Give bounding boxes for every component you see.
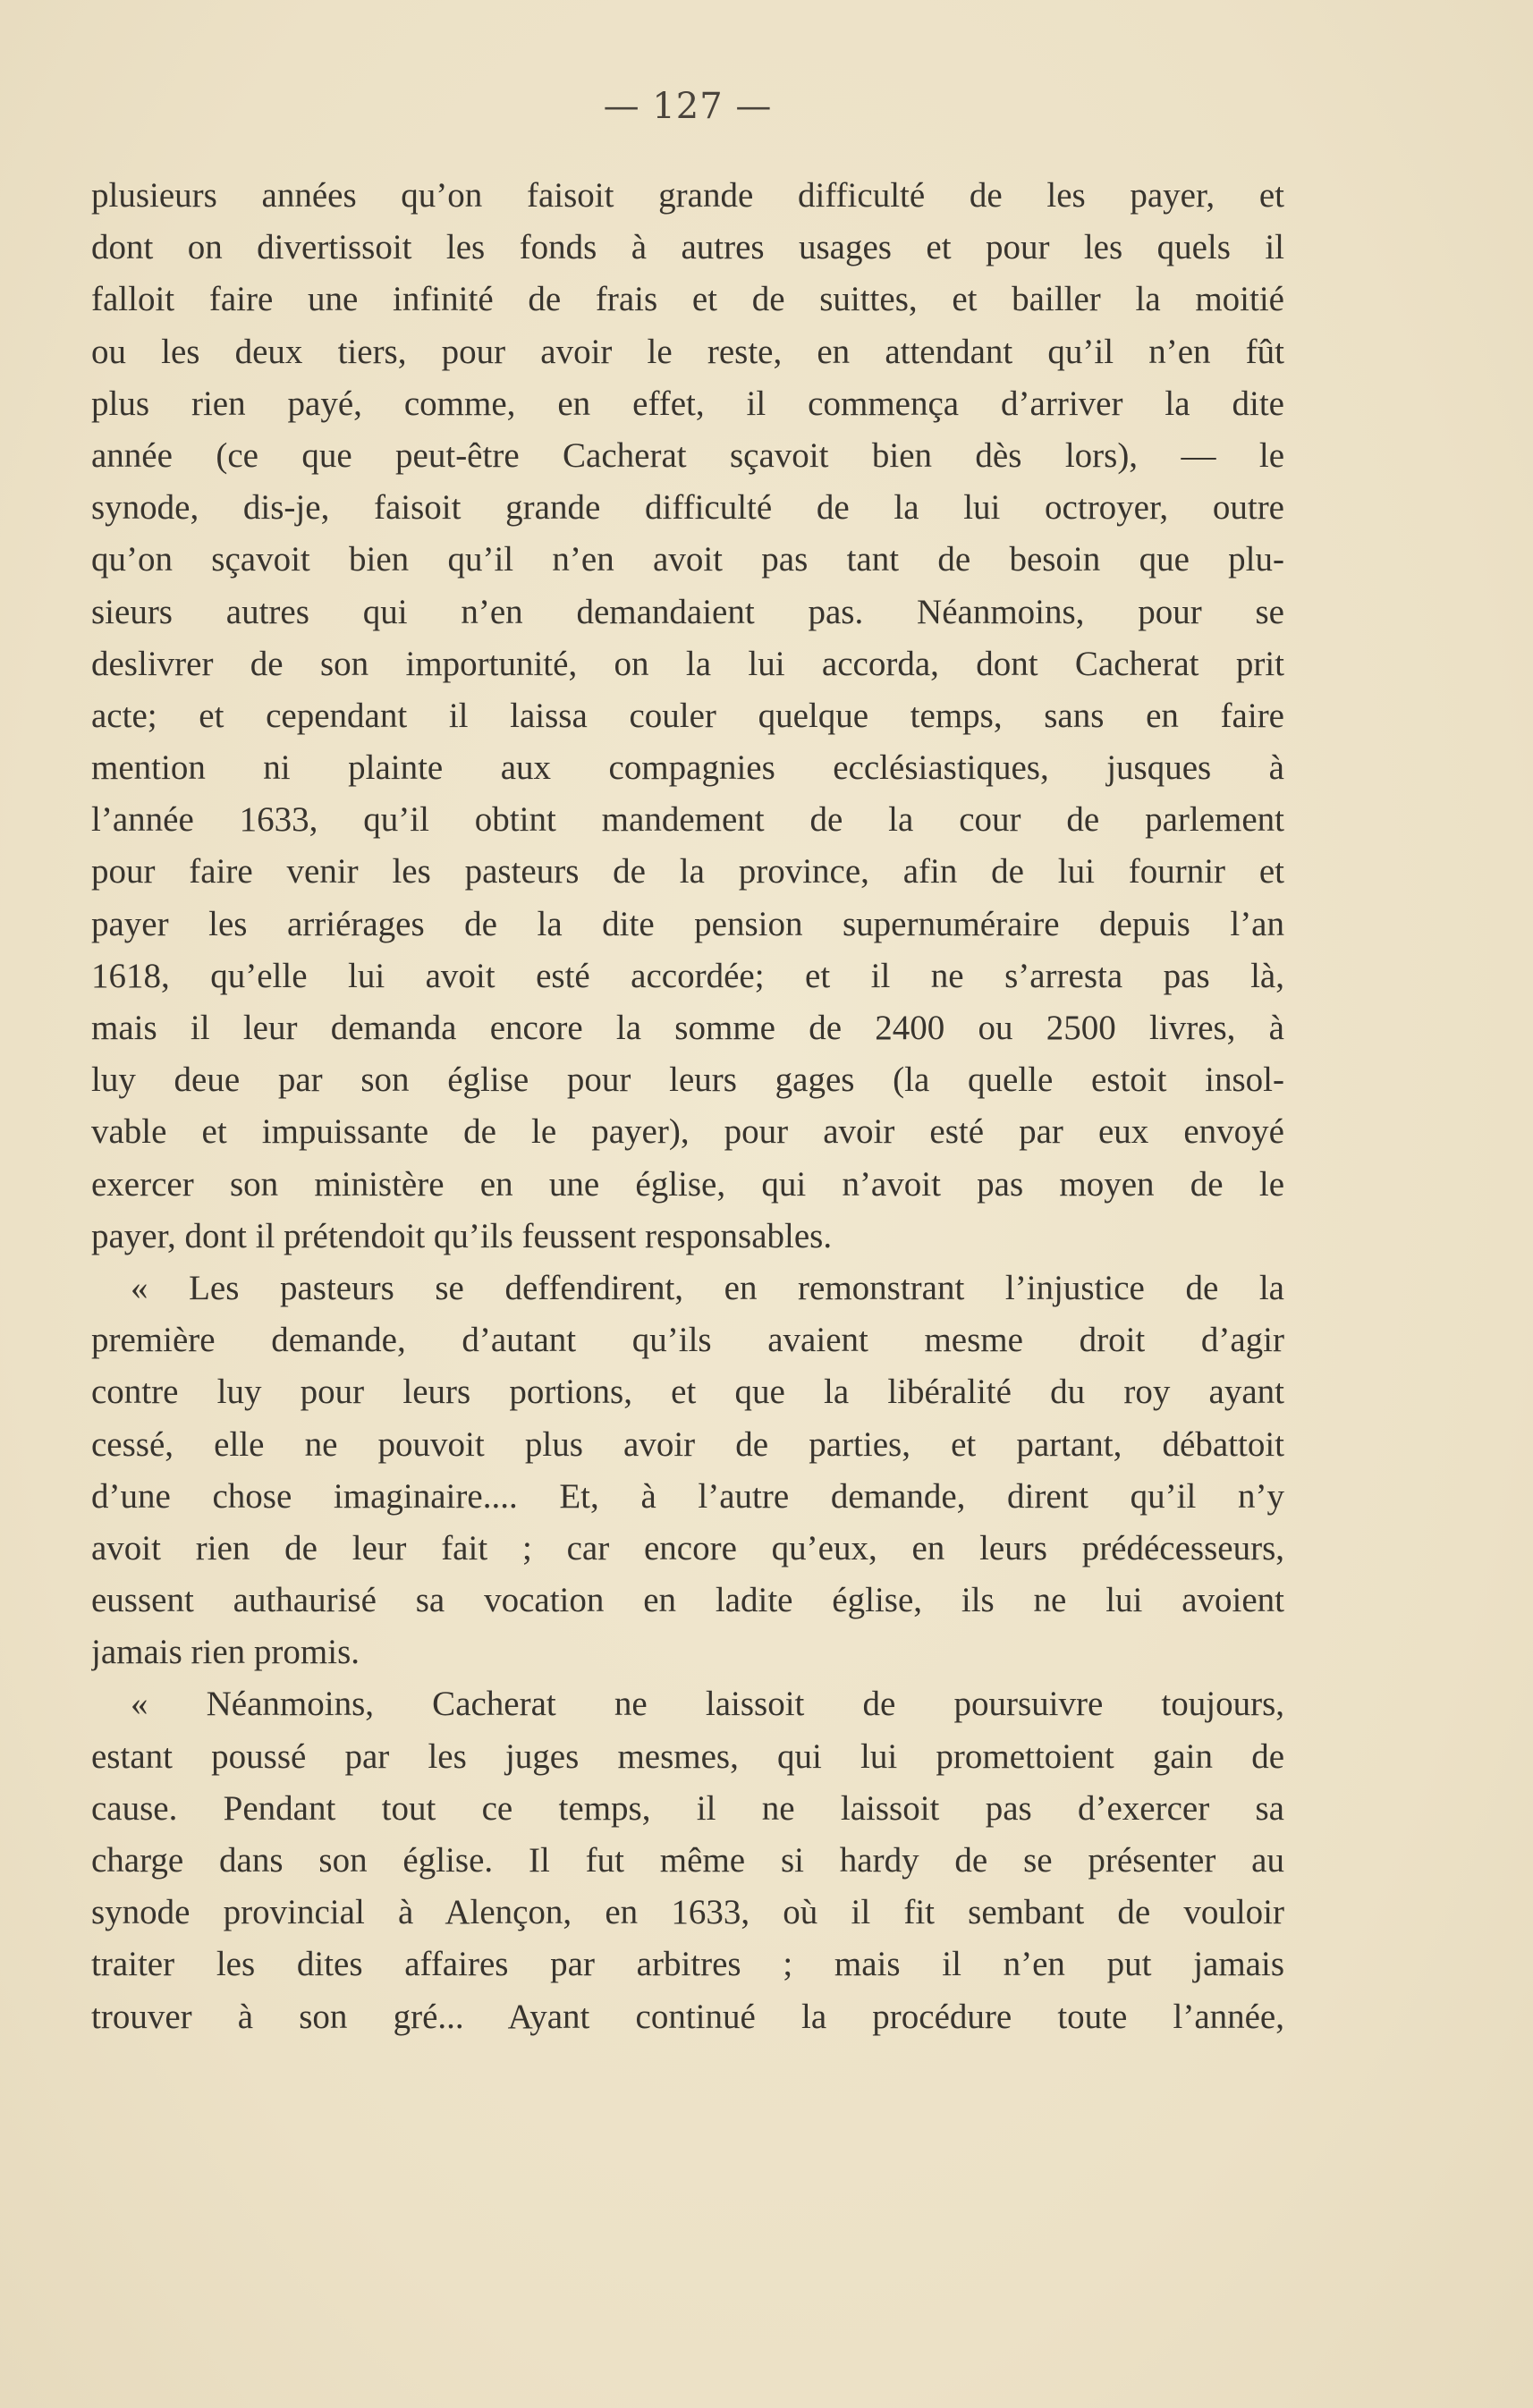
text-line: synode, dis-je, faisoit grande difficulté de la lui octroyer, outre <box>91 488 1284 528</box>
text-line: traiter les dites affaires par arbitres ; mais il n’en put jamais <box>91 1945 1284 1984</box>
text-line: mention ni plainte aux compagnies ecclésiastiques, jusques à <box>91 748 1284 788</box>
text-line: charge dans son église. Il fut même si hardy de se présenter au <box>91 1841 1284 1880</box>
text-line: dont on divertissoit les fonds à autres usages et pour les quels il <box>91 228 1284 267</box>
text-line: pour faire venir les pasteurs de la province, afin de lui fournir et <box>91 852 1284 891</box>
text-line: vable et impuissante de le payer), pour avoir esté par eux envoyé <box>91 1112 1284 1152</box>
paragraph-end-line: payer, dont il prétendoit qu’ils feussent responsables. <box>91 1216 833 1255</box>
text-line: falloit faire une infinité de frais et de suittes, et bailler la moitié <box>91 280 1284 319</box>
text-line: synode provincial à Alençon, en 1633, où il fit sembant de vouloir <box>91 1893 1284 1932</box>
paragraph-end-line: jamais rien promis. <box>91 1633 360 1672</box>
text-line: payer les arriérages de la dite pension supernuméraire depuis l’an <box>91 904 1284 943</box>
text-line: trouver à son gré... Ayant continué la procédure toute l’année, <box>91 1997 1284 2036</box>
text-line: eussent authaurisé sa vocation en ladite église, ils ne lui avoient <box>91 1581 1284 1620</box>
text-line: exercer son ministère en une église, qui n’avoit pas moyen de le <box>91 1164 1284 1204</box>
text-line: plusieurs années qu’on faisoit grande difficulté de les payer, et <box>91 176 1284 215</box>
text-line: ou les deux tiers, pour avoir le reste, en attendant qu’il n’en fût <box>91 332 1284 371</box>
text-line: mais il leur demanda encore la somme de 2400 ou 2500 livres, à <box>91 1009 1284 1047</box>
text-line: l’année 1633, qu’il obtint mandement de la cour de parlement <box>91 800 1284 840</box>
text-line: cessé, elle ne pouvoit plus avoir de parties, et partant, débattoit <box>91 1424 1284 1464</box>
text-line: contre luy pour leurs portions, et que la libéralité du roy ayant <box>91 1373 1284 1412</box>
text-line: deslivrer de son importunité, on la lui accorda, dont Cacherat prit <box>91 644 1284 683</box>
body-text <box>91 170 1284 2043</box>
paragraph-start-line: « Les pasteurs se deffendirent, en remonstrant l’injustice de la <box>131 1268 1284 1307</box>
text-line: plus rien payé, comme, en effet, il commença d’arriver la dite <box>91 384 1284 423</box>
text-line: estant poussé par les juges mesmes, qui lui promettoient gain de <box>91 1736 1284 1776</box>
text-line: acte; et cependant il laissa couler quelque temps, sans en faire <box>91 696 1284 735</box>
page-number: — 127 — <box>603 86 773 127</box>
paragraph-start-line: « Néanmoins, Cacherat ne laissoit de poursuivre toujours, <box>131 1685 1284 1724</box>
text-line: première demande, d’autant qu’ils avaient mesme droit d’agir <box>91 1321 1284 1360</box>
text-line: cause. Pendant tout ce temps, il ne laissoit pas d’exercer sa <box>91 1788 1284 1828</box>
text-line: année (ce que peut-être Cacherat sçavoit bien dès lors), — le <box>91 435 1284 475</box>
text-line: sieurs autres qui n’en demandaient pas. Néanmoins, pour se <box>91 592 1284 631</box>
text-line: luy deue par son église pour leurs gages (la quelle estoit insol- <box>91 1060 1284 1100</box>
text-line: d’une chose imaginaire.... Et, à l’autre demande, dirent qu’il n’y <box>91 1476 1284 1516</box>
text-line: avoit rien de leur fait ; car encore qu’eux, en leurs prédécesseurs, <box>91 1528 1284 1567</box>
text-line: qu’on sçavoit bien qu’il n’en avoit pas tant de besoin que plu- <box>91 540 1284 579</box>
text-line: 1618, qu’elle lui avoit esté accordée; et il ne s’arresta pas là, <box>91 956 1284 995</box>
